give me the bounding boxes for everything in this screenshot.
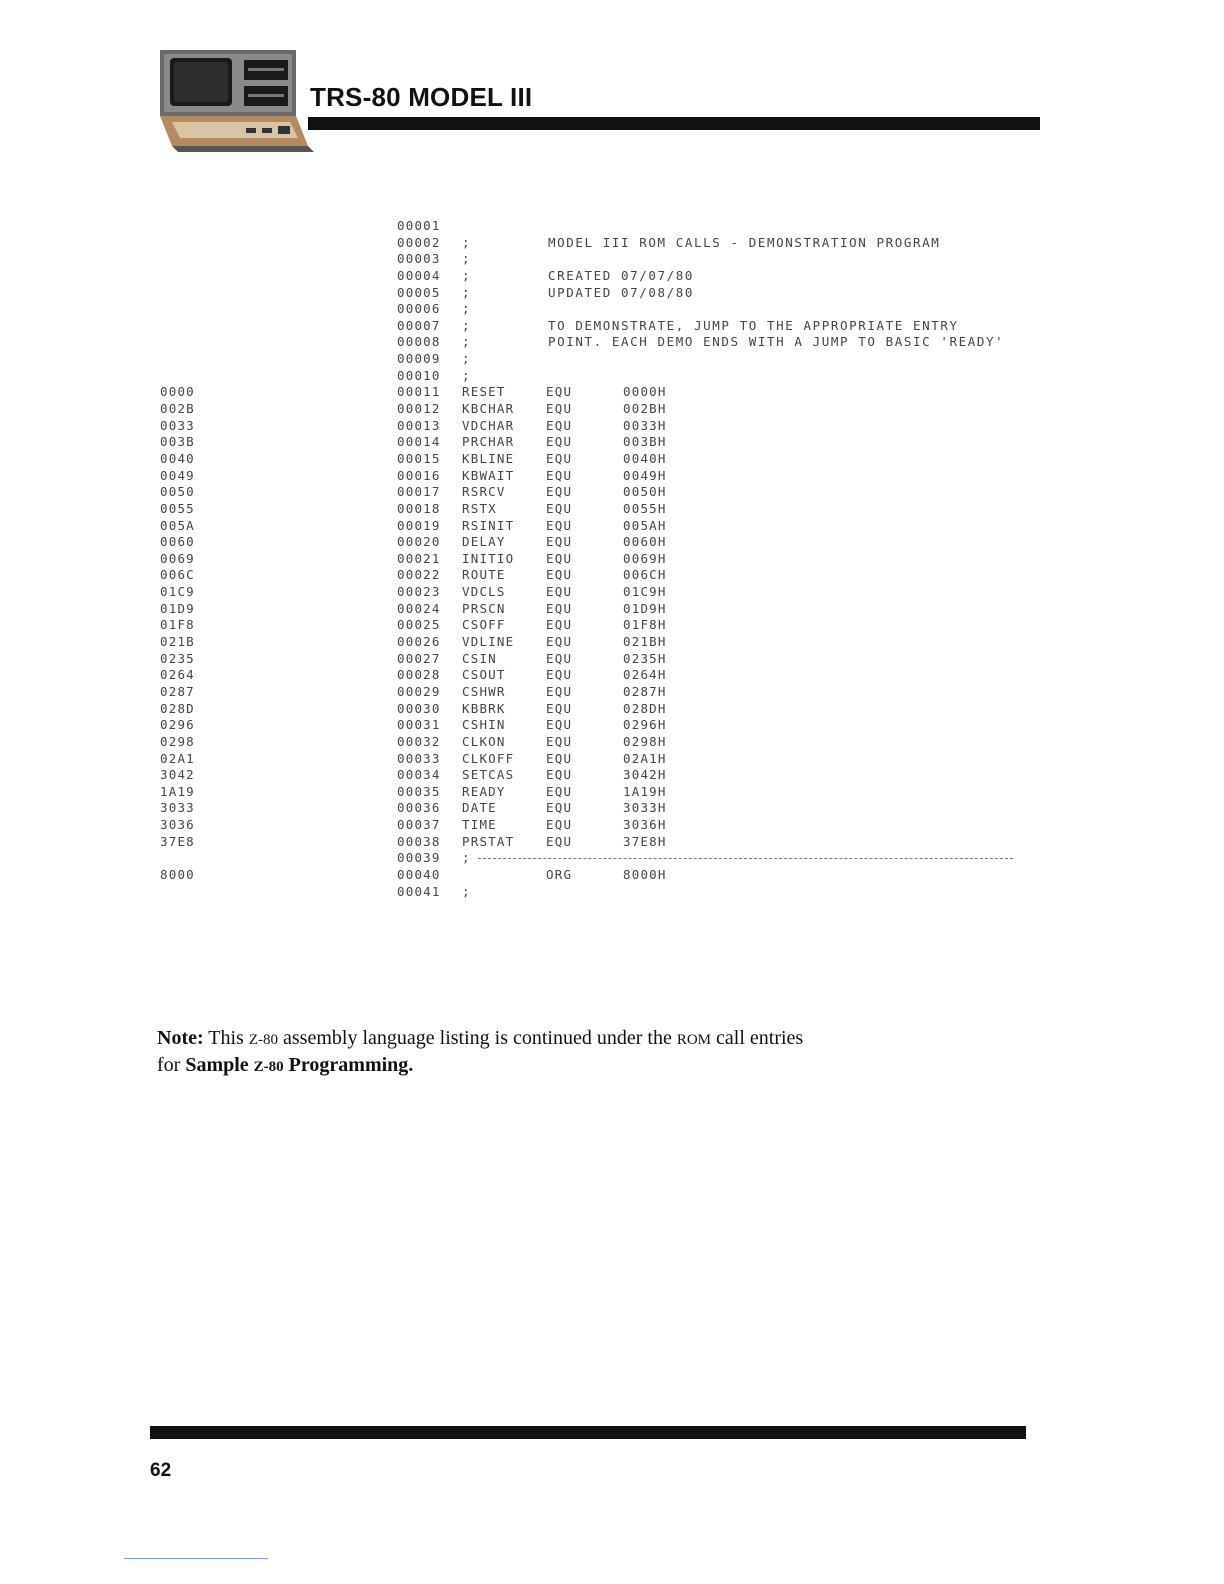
listing-line-number: 00021 (397, 550, 441, 566)
listing-line-number: 00041 (397, 883, 441, 899)
listing-row (160, 534, 1060, 551)
listing-label: CSOFF (462, 617, 506, 633)
listing-row (160, 318, 1060, 335)
listing-row (160, 884, 1060, 901)
listing-address: 0055 (160, 500, 195, 516)
listing-address: 005A (160, 517, 195, 533)
note-z80-2: Z-80 (253, 1059, 284, 1075)
listing-line-number: 00020 (397, 534, 441, 550)
listing-line-number: 00018 (397, 500, 441, 516)
listing-label: ; (462, 351, 471, 367)
listing-line-number: 00014 (397, 434, 441, 450)
listing-line-number: 00029 (397, 683, 441, 699)
listing-line-number: 00030 (397, 700, 441, 716)
listing-address: 028D (160, 700, 195, 716)
listing-line-number: 00001 (397, 218, 441, 233)
listing-label: ; (462, 251, 471, 267)
listing-label: INITIO (462, 550, 515, 566)
listing-line-number: 00038 (397, 833, 441, 849)
listing-line-number: 00013 (397, 417, 441, 433)
listing-opcode: EQU (546, 700, 573, 716)
listing-label: CLKON (462, 733, 506, 749)
listing-address: 1A19 (160, 783, 195, 799)
header-rule (308, 117, 1040, 130)
listing-opcode: EQU (546, 717, 573, 733)
page-number: 62 (150, 1460, 172, 1481)
listing-label: ; (462, 317, 471, 333)
listing-label: PRCHAR (462, 434, 515, 450)
listing-line-number: 00024 (397, 600, 441, 616)
listing-operand: 0069H (623, 550, 667, 566)
listing-opcode: EQU (546, 584, 573, 600)
listing-row (160, 767, 1060, 784)
listing-opcode: EQU (546, 634, 573, 650)
listing-address: 3042 (160, 767, 195, 783)
listing-label: CSIN (462, 650, 497, 666)
listing-opcode: EQU (546, 467, 573, 483)
listing-row (160, 684, 1060, 701)
listing-address: 0050 (160, 484, 195, 500)
listing-address: 0264 (160, 667, 195, 683)
listing-line-number: 00035 (397, 783, 441, 799)
listing-opcode: EQU (546, 817, 573, 833)
listing-line-number: 00040 (397, 866, 441, 882)
listing-label: ; (462, 334, 471, 350)
listing-operand: 0000H (623, 384, 667, 400)
listing-row (160, 484, 1060, 501)
listing-operand: 0050H (623, 484, 667, 500)
listing-label: DELAY (462, 534, 506, 550)
listing-label: KBLINE (462, 450, 515, 466)
listing-label: RSINIT (462, 517, 515, 533)
listing-line-number: 00019 (397, 517, 441, 533)
note-bold-1: Sample (185, 1054, 254, 1076)
listing-line-number: 00033 (397, 750, 441, 766)
listing-row (160, 351, 1060, 368)
listing-label: ; (462, 301, 471, 317)
listing-row (160, 850, 1060, 867)
listing-line-number: 00034 (397, 767, 441, 783)
listing-label: KBCHAR (462, 401, 515, 417)
listing-row (160, 717, 1060, 734)
listing-operand: 006CH (623, 567, 667, 583)
footer-rule (150, 1426, 1026, 1439)
listing-operand: 0235H (623, 650, 667, 666)
listing-opcode: EQU (546, 800, 573, 816)
listing-row (160, 551, 1060, 568)
listing-line-number: 00010 (397, 367, 441, 383)
listing-comment: UPDATED 07/08/80 (548, 284, 695, 300)
listing-address: 01C9 (160, 584, 195, 600)
listing-label: CSHIN (462, 717, 506, 733)
listing-label: RSTX (462, 500, 497, 516)
listing-label: CSOUT (462, 667, 506, 683)
listing-operand: 01F8H (623, 617, 667, 633)
listing-label: ; (462, 850, 471, 866)
listing-row (160, 401, 1060, 418)
listing-line-number: 00025 (397, 617, 441, 633)
listing-address: 0000 (160, 384, 195, 400)
listing-row (160, 817, 1060, 834)
listing-row (160, 601, 1060, 618)
listing-row (160, 751, 1060, 768)
listing-label: PRSCN (462, 600, 506, 616)
listing-opcode: EQU (546, 434, 573, 450)
listing-line-number: 00023 (397, 584, 441, 600)
listing-row (160, 418, 1060, 435)
listing-operand: 3036H (623, 817, 667, 833)
listing-row (160, 501, 1060, 518)
listing-opcode: EQU (546, 767, 573, 783)
listing-line-number: 00031 (397, 717, 441, 733)
listing-line-number: 00005 (397, 284, 441, 300)
listing-row (160, 434, 1060, 451)
listing-row (160, 701, 1060, 718)
listing-line-number: 00036 (397, 800, 441, 816)
listing-label: VDCLS (462, 584, 506, 600)
listing-label: ; (462, 234, 471, 250)
bottom-link-underline (124, 1558, 268, 1559)
listing-opcode: ORG (546, 866, 573, 882)
listing-line-number: 00027 (397, 650, 441, 666)
listing-operand: 01D9H (623, 600, 667, 616)
note-text-3: call entries (711, 1027, 804, 1049)
listing-label: ; (462, 367, 471, 383)
listing-comment: MODEL III ROM CALLS - DEMONSTRATION PROGRAM (548, 234, 941, 250)
listing-row (160, 584, 1060, 601)
listing-operand: 3033H (623, 800, 667, 816)
listing-line-number: 00026 (397, 634, 441, 650)
listing-label: TIME (462, 817, 497, 833)
listing-address: 0060 (160, 534, 195, 550)
listing-opcode: EQU (546, 500, 573, 516)
listing-row (160, 368, 1060, 385)
listing-row (160, 301, 1060, 318)
listing-operand: 0060H (623, 534, 667, 550)
listing-row (160, 867, 1060, 884)
listing-opcode: EQU (546, 650, 573, 666)
listing-operand: 37E8H (623, 833, 667, 849)
note-rom: ROM (676, 1032, 712, 1048)
note-text-1: This (203, 1027, 249, 1049)
listing-row (160, 334, 1060, 351)
listing-operand: 02A1H (623, 750, 667, 766)
listing-label: SETCAS (462, 767, 515, 783)
listing-line-number: 00016 (397, 467, 441, 483)
listing-opcode: EQU (546, 550, 573, 566)
listing-address: 0040 (160, 450, 195, 466)
listing-address: 3036 (160, 817, 195, 833)
listing-line-number: 00017 (397, 484, 441, 500)
listing-label: KBWAIT (462, 467, 515, 483)
listing-address: 0287 (160, 683, 195, 699)
listing-operand: 028DH (623, 700, 667, 716)
listing-row (160, 734, 1060, 751)
listing-address: 37E8 (160, 833, 195, 849)
listing-operand: 0040H (623, 450, 667, 466)
listing-opcode: EQU (546, 417, 573, 433)
listing-opcode: EQU (546, 783, 573, 799)
listing-line-number: 00022 (397, 567, 441, 583)
listing-operand: 003BH (623, 434, 667, 450)
listing-address: 01F8 (160, 617, 195, 633)
page-header-title: TRS-80 MODEL III (310, 82, 533, 112)
listing-label: RSRCV (462, 484, 506, 500)
listing-line-number: 00015 (397, 450, 441, 466)
listing-label: RESET (462, 384, 506, 400)
listing-address: 0033 (160, 417, 195, 433)
listing-opcode: EQU (546, 484, 573, 500)
listing-line-number: 00032 (397, 733, 441, 749)
listing-opcode: EQU (546, 733, 573, 749)
listing-operand: 1A19H (623, 783, 667, 799)
listing-opcode: EQU (546, 833, 573, 849)
listing-address: 3033 (160, 800, 195, 816)
listing-line-number: 00039 (397, 850, 441, 866)
listing-opcode: EQU (546, 683, 573, 699)
listing-row (160, 800, 1060, 817)
listing-row (160, 617, 1060, 634)
listing-opcode: EQU (546, 617, 573, 633)
listing-row (160, 235, 1060, 252)
listing-line-number: 00006 (397, 301, 441, 317)
listing-address: 0235 (160, 650, 195, 666)
listing-opcode: EQU (546, 384, 573, 400)
listing-operand: 3042H (623, 767, 667, 783)
listing-row (160, 634, 1060, 651)
listing-opcode: EQU (546, 567, 573, 583)
listing-line-number: 00012 (397, 401, 441, 417)
listing-operand: 0298H (623, 733, 667, 749)
listing-row (160, 784, 1060, 801)
listing-comment: CREATED 07/07/80 (548, 267, 695, 283)
listing-opcode: EQU (546, 534, 573, 550)
listing-label: READY (462, 783, 506, 799)
listing-comment: TO DEMONSTRATE, JUMP TO THE APPROPRIATE ENTRY (548, 317, 959, 333)
listing-label: CLKOFF (462, 750, 515, 766)
listing-label: DATE (462, 800, 497, 816)
listing-line-number: 00009 (397, 351, 441, 367)
note-text-4: for (157, 1054, 186, 1076)
listing-row (160, 651, 1060, 668)
listing-operand: 0055H (623, 500, 667, 516)
listing-opcode: EQU (546, 450, 573, 466)
listing-operand: 8000H (623, 866, 667, 882)
listing-row (160, 384, 1060, 401)
listing-line-number: 00004 (397, 267, 441, 283)
listing-row (160, 567, 1060, 584)
listing-row (160, 468, 1060, 485)
listing-opcode: EQU (546, 600, 573, 616)
listing-label: VDLINE (462, 634, 515, 650)
listing-row (160, 667, 1060, 684)
listing-opcode: EQU (546, 517, 573, 533)
listing-address: 8000 (160, 866, 195, 882)
listing-address: 0049 (160, 467, 195, 483)
listing-address: 01D9 (160, 600, 195, 616)
listing-address: 002B (160, 401, 195, 417)
listing-operand: 0296H (623, 717, 667, 733)
listing-address: 006C (160, 567, 195, 583)
listing-row (160, 518, 1060, 535)
listing-label: ; (462, 883, 471, 899)
note-label: Note: (157, 1027, 204, 1049)
listing-operand: 0049H (623, 467, 667, 483)
listing-operand: 01C9H (623, 584, 667, 600)
listing-comment: POINT. EACH DEMO ENDS WITH A JUMP TO BASIC 'READY' (548, 334, 1005, 350)
dashed-separator (478, 858, 1013, 859)
listing-operand: 0264H (623, 667, 667, 683)
listing-line-number: 00011 (397, 384, 441, 400)
listing-row (160, 285, 1060, 302)
listing-address: 003B (160, 434, 195, 450)
listing-line-number: 00008 (397, 334, 441, 350)
listing-line-number: 00037 (397, 817, 441, 833)
listing-operand: 002BH (623, 401, 667, 417)
listing-operand: 0033H (623, 417, 667, 433)
listing-label: VDCHAR (462, 417, 515, 433)
listing-operand: 005AH (623, 517, 667, 533)
listing-row (160, 251, 1060, 268)
trs80-computer-image (158, 48, 316, 156)
listing-line-number: 00002 (397, 234, 441, 250)
listing-label: PRSTAT (462, 833, 515, 849)
note-text-2: assembly language listing is continued under the (278, 1027, 677, 1049)
listing-operand: 021BH (623, 634, 667, 650)
listing-row (160, 268, 1060, 285)
note-paragraph (157, 1026, 917, 1080)
listing-operand: 0287H (623, 683, 667, 699)
listing-opcode: EQU (546, 667, 573, 683)
listing-label: ; (462, 267, 471, 283)
listing-address: 0069 (160, 550, 195, 566)
listing-opcode: EQU (546, 750, 573, 766)
listing-address: 0296 (160, 717, 195, 733)
listing-label: ; (462, 284, 471, 300)
note-bold-2: Programming. (283, 1054, 414, 1076)
assembly-listing (160, 218, 1060, 900)
listing-opcode: EQU (546, 401, 573, 417)
listing-row (160, 834, 1060, 851)
listing-label: ROUTE (462, 567, 506, 583)
note-z80-1: Z-80 (248, 1032, 279, 1048)
listing-address: 021B (160, 634, 195, 650)
listing-label: CSHWR (462, 683, 506, 699)
listing-row (160, 218, 1060, 235)
listing-address: 02A1 (160, 750, 195, 766)
listing-line-number: 00003 (397, 251, 441, 267)
listing-line-number: 00028 (397, 667, 441, 683)
listing-label: KBBRK (462, 700, 506, 716)
listing-row (160, 451, 1060, 468)
listing-address: 0298 (160, 733, 195, 749)
listing-line-number: 00007 (397, 317, 441, 333)
